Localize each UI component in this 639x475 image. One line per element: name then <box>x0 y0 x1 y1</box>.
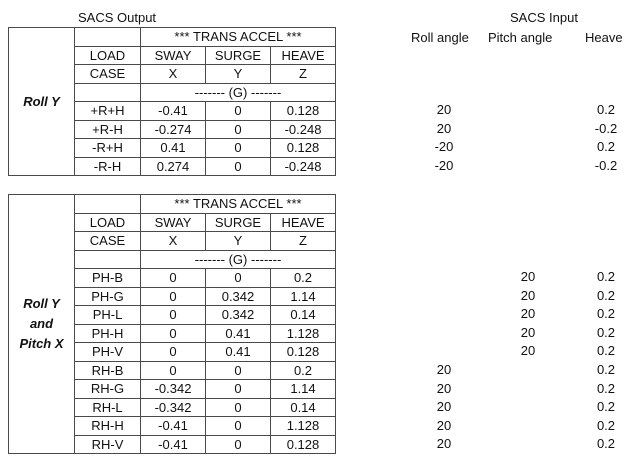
input-row <box>400 138 639 157</box>
group-label-roll-y: Roll Y <box>9 28 75 176</box>
load-case: RH-H <box>75 417 141 436</box>
surge-value: 0 <box>206 102 271 121</box>
z-header: Z <box>271 232 336 251</box>
roll-y-pitch-x-output-table <box>8 194 336 454</box>
input-row <box>400 342 639 361</box>
heave-value: 0.128 <box>271 343 336 362</box>
load-case: +R-H <box>75 120 141 139</box>
sway-value: -0.342 <box>141 380 206 399</box>
units-header: ------- (G) ------- <box>141 83 336 102</box>
roll-angle-value: -20 <box>434 139 454 154</box>
heave-input-value: 0.2 <box>596 436 616 452</box>
trans-accel-header: *** TRANS ACCEL *** <box>141 28 336 47</box>
load-case: PH-B <box>75 269 141 288</box>
heave-input-value: 0.2 <box>596 139 616 154</box>
heave-value: 1.128 <box>271 417 336 436</box>
heave-value: 0.128 <box>271 435 336 454</box>
input-row <box>400 361 639 380</box>
load-case: RH-V <box>75 435 141 454</box>
sway-value: -0.41 <box>141 102 206 121</box>
empty-cell <box>75 28 141 47</box>
group-label-line-1: Roll Y <box>23 296 60 311</box>
heave-header: HEAVE <box>271 213 336 232</box>
surge-value: 0.41 <box>206 324 271 343</box>
heave-input-value: 0.2 <box>596 269 616 284</box>
heave-header: HEAVE <box>271 46 336 65</box>
heave-input-value: 0.2 <box>596 362 616 377</box>
load-header: LOAD <box>75 213 141 232</box>
heave-value: 0.2 <box>271 361 336 380</box>
surge-value: 0 <box>206 361 271 380</box>
surge-value: 0 <box>206 120 271 139</box>
heave-input-value: 0.2 <box>596 324 616 340</box>
x-header: X <box>141 232 206 251</box>
pitch-angle-header: Pitch angle <box>488 30 553 45</box>
sway-value: -0.342 <box>141 398 206 417</box>
heave-input-value: 0.2 <box>596 343 616 359</box>
roll-angle-value: 20 <box>436 399 452 415</box>
surge-value: 0 <box>206 398 271 417</box>
heave-value: 0.2 <box>271 269 336 288</box>
sway-header: SWAY <box>141 46 206 65</box>
load-case: PH-L <box>75 306 141 325</box>
group-label-line-2: and <box>29 316 54 331</box>
heave-input-value: 0.2 <box>596 380 616 396</box>
sway-value: 0 <box>141 306 206 325</box>
input-row <box>400 305 639 324</box>
group-label-roll-y-pitch-x <box>9 195 75 454</box>
surge-value: 0.41 <box>206 343 271 362</box>
load-case: RH-B <box>75 361 141 380</box>
x-header: X <box>141 65 206 84</box>
units-header: ------- (G) ------- <box>141 250 336 269</box>
empty-cell <box>75 83 141 102</box>
heave-input-header: Heave <box>585 30 623 45</box>
heave-input-value: -0.2 <box>594 157 618 173</box>
load-case: PH-V <box>75 343 141 362</box>
roll-angle-value: -20 <box>434 157 454 173</box>
group-label-line-3: Pitch X <box>19 336 64 351</box>
heave-value: 1.14 <box>271 380 336 399</box>
roll-angle-value: 20 <box>436 436 452 452</box>
input-row <box>400 120 639 139</box>
heave-value: 0.14 <box>271 398 336 417</box>
trans-accel-header: *** TRANS ACCEL *** <box>141 195 336 214</box>
sway-value: 0 <box>141 343 206 362</box>
load-case: -R+H <box>75 139 141 158</box>
sway-value: 0.274 <box>141 157 206 176</box>
roll-y-output-table <box>8 27 336 176</box>
input-row <box>400 268 639 287</box>
case-header: CASE <box>75 232 141 251</box>
sway-value: 0 <box>141 269 206 288</box>
input-row <box>400 101 639 120</box>
load-case: RH-L <box>75 398 141 417</box>
heave-input-value: 0.2 <box>596 287 616 303</box>
surge-value: 0 <box>206 139 271 158</box>
input-row <box>400 324 639 343</box>
empty-cell <box>75 195 141 214</box>
load-case: PH-H <box>75 324 141 343</box>
load-case: +R+H <box>75 102 141 121</box>
heave-value: -0.248 <box>271 157 336 176</box>
sway-value: -0.41 <box>141 417 206 436</box>
heave-value: -0.248 <box>271 120 336 139</box>
y-header: Y <box>206 232 271 251</box>
heave-input-value: 0.2 <box>596 102 616 117</box>
surge-value: 0 <box>206 157 271 176</box>
heave-input-value: -0.2 <box>594 120 618 136</box>
input-row <box>400 417 639 436</box>
y-header: Y <box>206 65 271 84</box>
surge-value: 0.342 <box>206 306 271 325</box>
surge-value: 0.342 <box>206 287 271 306</box>
empty-cell <box>75 250 141 269</box>
load-header: LOAD <box>75 46 141 65</box>
sway-header: SWAY <box>141 213 206 232</box>
input-row <box>400 287 639 306</box>
roll-angle-value: 20 <box>436 417 452 433</box>
sway-value: 0 <box>141 287 206 306</box>
roll-angle-value: 20 <box>436 102 452 117</box>
sacs-input-title: SACS Input <box>510 10 578 25</box>
sway-value: -0.41 <box>141 435 206 454</box>
input-row <box>400 435 639 454</box>
roll-angle-value: 20 <box>436 380 452 396</box>
pitch-angle-value: 20 <box>520 324 536 340</box>
load-case: RH-G <box>75 380 141 399</box>
sway-value: 0 <box>141 324 206 343</box>
case-header: CASE <box>75 65 141 84</box>
surge-header: SURGE <box>206 213 271 232</box>
surge-header: SURGE <box>206 46 271 65</box>
heave-value: 0.128 <box>271 102 336 121</box>
pitch-angle-value: 20 <box>520 287 536 303</box>
sacs-output-title: SACS Output <box>78 10 157 25</box>
heave-value: 0.14 <box>271 306 336 325</box>
roll-angle-value: 20 <box>436 120 452 136</box>
surge-value: 0 <box>206 380 271 399</box>
input-row <box>400 157 639 176</box>
roll-angle-value: 20 <box>436 362 452 377</box>
heave-value: 1.128 <box>271 324 336 343</box>
heave-value: 0.128 <box>271 139 336 158</box>
load-case: PH-G <box>75 287 141 306</box>
sway-value: -0.274 <box>141 120 206 139</box>
surge-value: 0 <box>206 417 271 436</box>
heave-value: 1.14 <box>271 287 336 306</box>
sway-value: 0 <box>141 361 206 380</box>
heave-input-value: 0.2 <box>596 399 616 415</box>
z-header: Z <box>271 65 336 84</box>
load-case: -R-H <box>75 157 141 176</box>
surge-value: 0 <box>206 269 271 288</box>
roll-angle-header: Roll angle <box>411 30 469 45</box>
input-row <box>400 380 639 399</box>
heave-input-value: 0.2 <box>596 306 616 322</box>
surge-value: 0 <box>206 435 271 454</box>
sway-value: 0.41 <box>141 139 206 158</box>
pitch-angle-value: 20 <box>520 269 536 284</box>
heave-input-value: 0.2 <box>596 417 616 433</box>
pitch-angle-value: 20 <box>520 306 536 322</box>
input-row <box>400 398 639 417</box>
pitch-angle-value: 20 <box>520 343 536 359</box>
